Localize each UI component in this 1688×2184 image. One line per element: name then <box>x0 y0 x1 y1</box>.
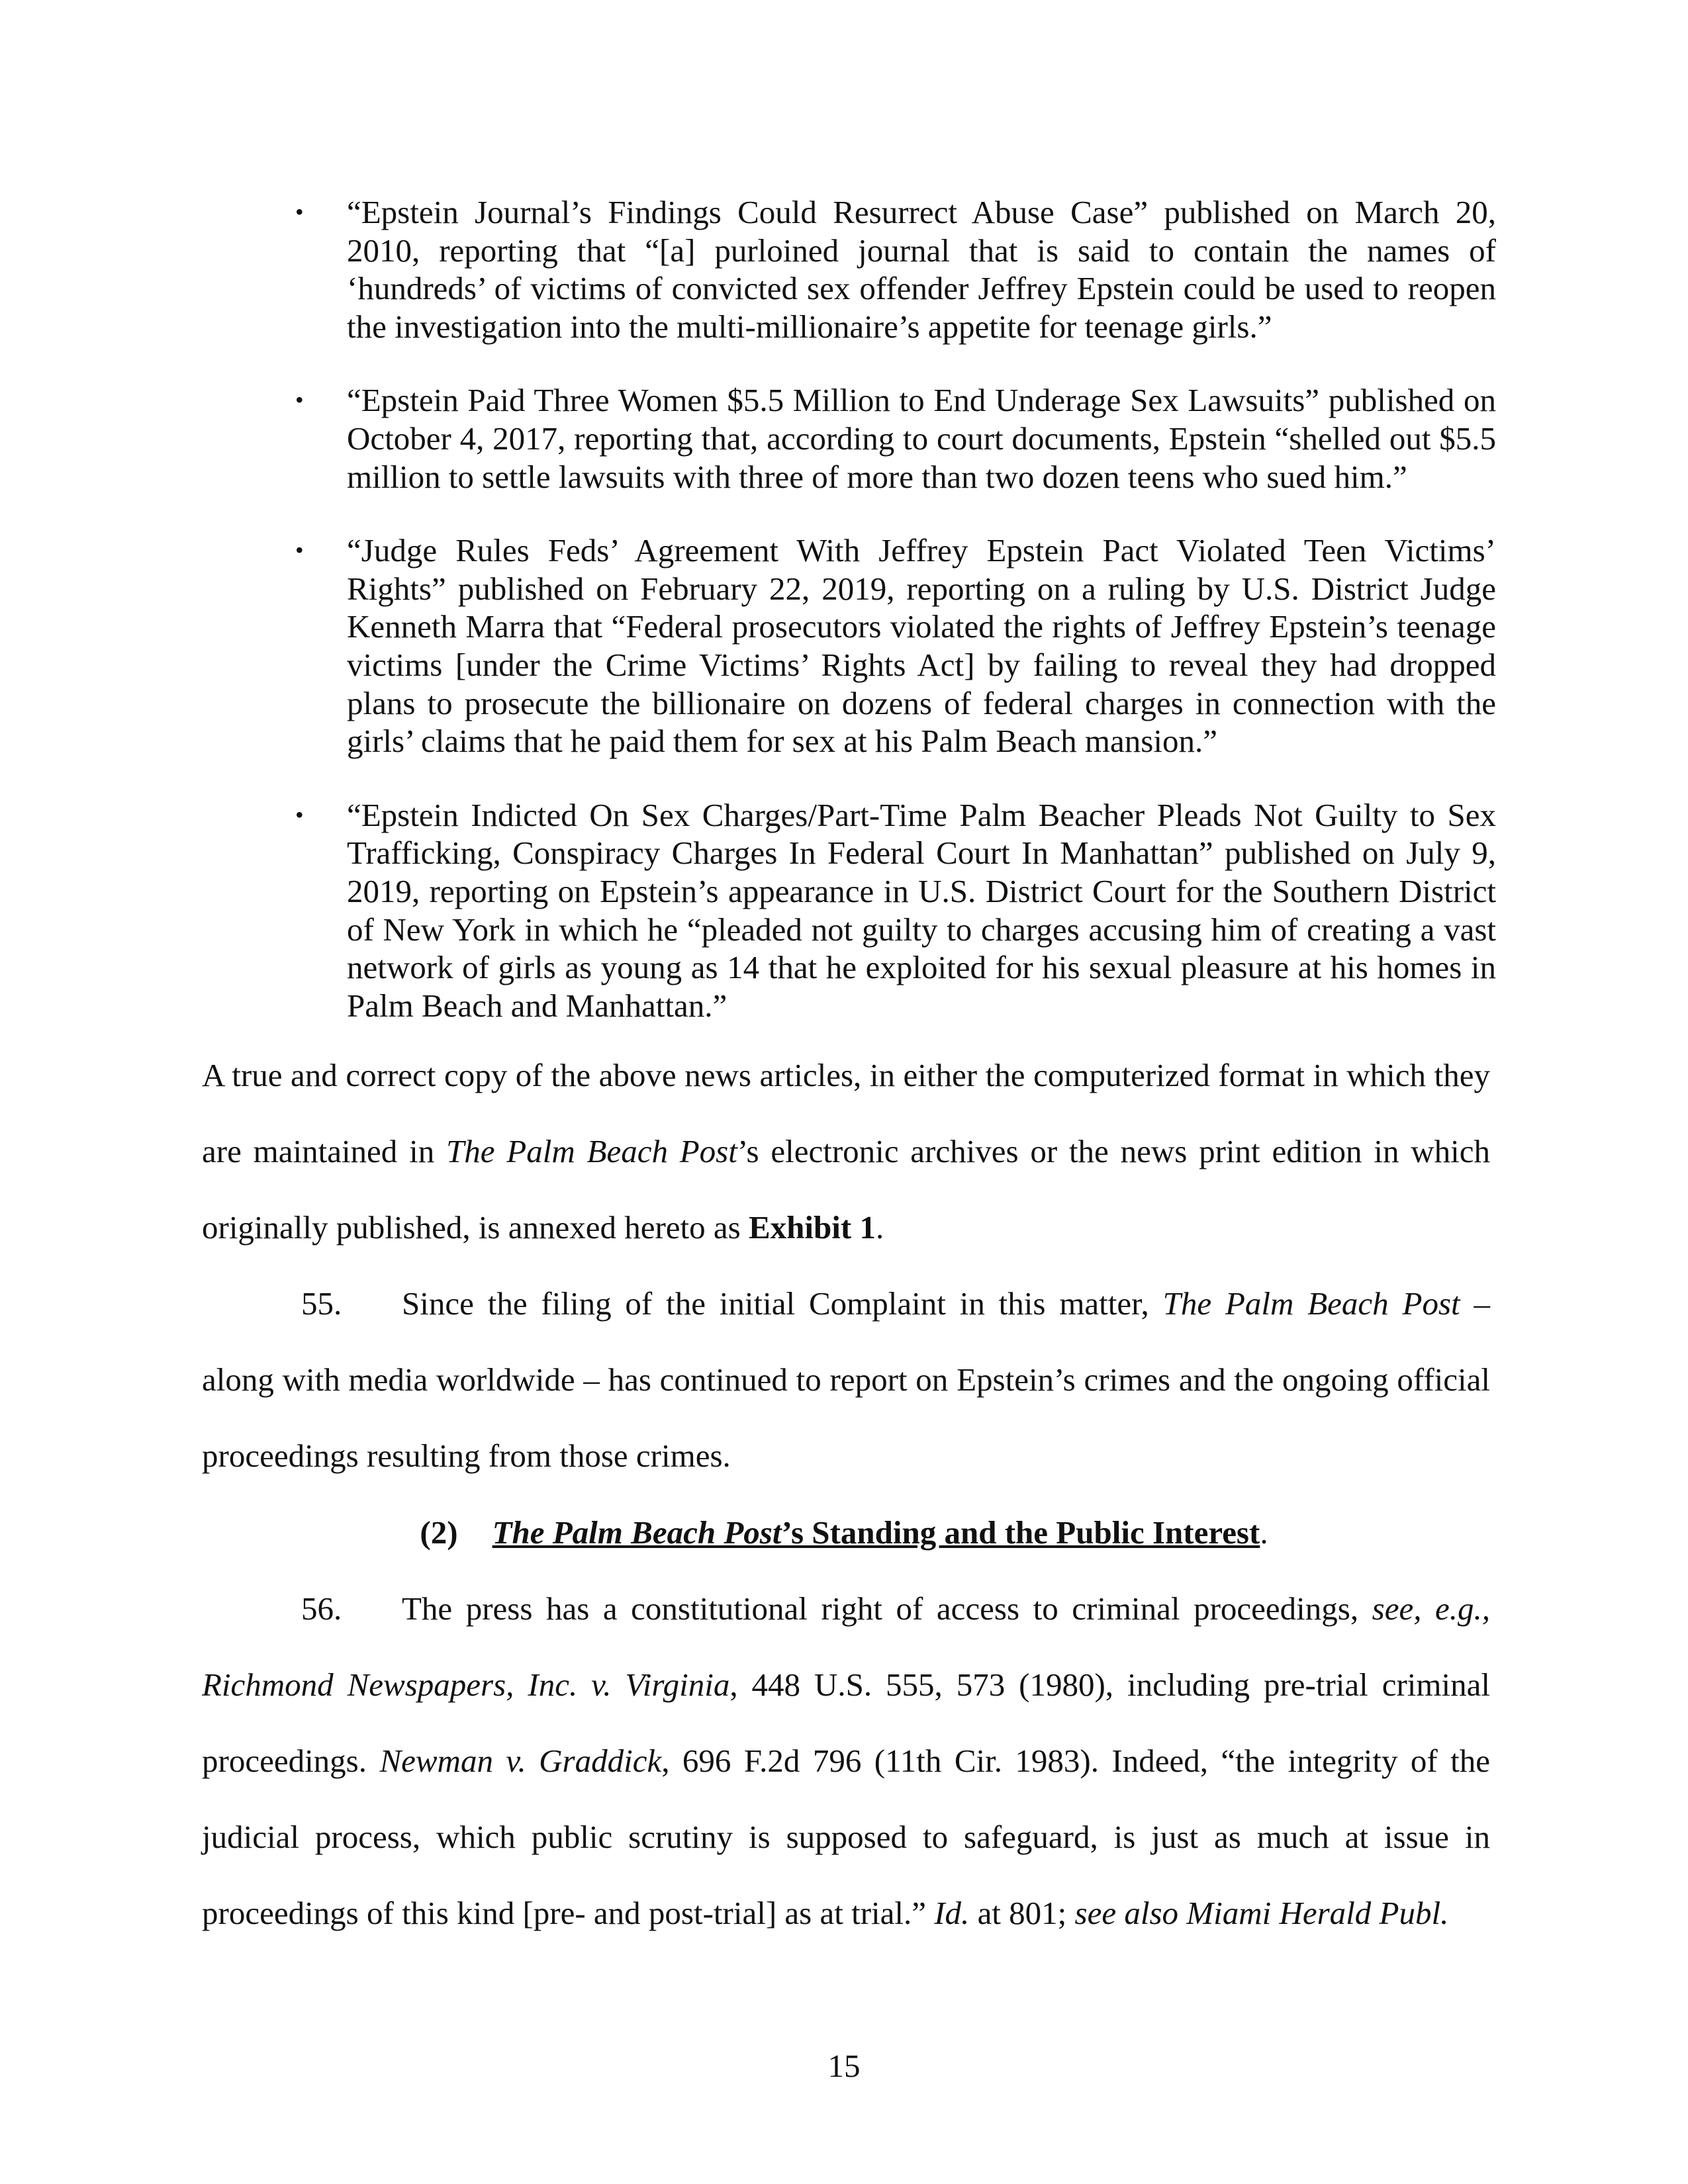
paragraph-55 <box>202 1265 1490 1494</box>
article-bullet <box>291 796 1496 1025</box>
paragraph-text: at 801; <box>969 1895 1075 1931</box>
article-description: “Epstein Journal’s Findings Could Resurrect Abuse Case” published on March 20, 2010, reporting that “[a] purloined journal that is said to contain the names of ‘hundreds’ of victims of convicted sex offender Jeffrey Epstein could be used to reopen the investigation into the multi-millionaire’s appetite for teenage girls.” <box>347 194 1496 345</box>
bullet-dot: • <box>295 801 304 828</box>
case-name: Newman v. Graddick <box>379 1743 662 1779</box>
page-number: 15 <box>827 2048 861 2084</box>
article-bullet <box>291 531 1496 760</box>
article-description: “Epstein Indicted On Sex Charges/Part-Time Palm Beacher Pleads Not Guilty to Sex Trafficking, Conspiracy Charges In Federal Court In Manhattan” published on July 9, 2019, reporting on Epstein’s appearance in U.S. District Court for the Southern District of New York in which he “pleaded not guilty to charges accusing him of creating a vast network of girls as young as 14 that he exploited for his sexual pleasure at his homes in Palm Beach and Manhattan.” <box>347 796 1496 1024</box>
paragraph-number: 55. <box>301 1285 342 1322</box>
section-title-rest: ’s Standing and the Public Interest <box>781 1514 1260 1551</box>
paragraph-text: Since the filing of the initial Complaint in this matter, <box>402 1285 1163 1322</box>
paragraph-text: The press has a constitutional right of access to criminal proceedings, <box>402 1590 1372 1627</box>
paragraph-text: , 448 U.S. 555, 573 (1980), including pre-trial criminal proceedings. <box>202 1666 1490 1779</box>
exhibit-text-middle: ’s electronic archives or the news print edition in which originally published, is annexed hereto as <box>202 1133 1490 1246</box>
article-description: “Epstein Paid Three Women $5.5 Million to End Underage Sex Lawsuits” published on October 4, 2017, reporting that, according to court documents, Epstein “shelled out $5.5 million to settle lawsuits with three of more than two dozen teens who sued him.” <box>347 382 1496 495</box>
bullet-dot: • <box>295 387 304 414</box>
paragraph-number: 56. <box>301 1590 342 1627</box>
article-description: “Judge Rules Feds’ Agreement With Jeffrey Epstein Pact Violated Teen Victims’ Rights” published on February 22, 2019, reporting on a ruling by U.S. District Judge Kenneth Marra that “Federal prosecutors violated the rights of Jeffrey Epstein’s teenage victims [under the Crime Victims’ Rights Act] by failing to reveal they had dropped plans to prosecute the billionaire on dozens of federal charges in connection with the girls’ claims that he paid them for sex at his Palm Beach mansion.” <box>347 532 1496 760</box>
article-bullet <box>291 381 1496 496</box>
id-citation: Id. <box>934 1895 970 1931</box>
bullet-dot: • <box>295 199 304 225</box>
section-heading <box>0 1494 1688 1570</box>
case-name: Richmond Newspapers, Inc. v. Virginia <box>202 1666 730 1703</box>
bullet-dot: • <box>295 537 304 564</box>
paragraph-text: , 696 F.2d 796 (11th Cir. 1983). Indeed, “the integrity of the judicial process, which public scrutiny is supposed to safeguard, is just as much at issue in proceedings of this kind [pre- and post-trial] as at trial.” <box>202 1743 1491 1931</box>
citation-signal: see also Miami Herald Publ. <box>1074 1895 1449 1931</box>
publication-name: The Palm Beach Post <box>1162 1285 1460 1322</box>
article-bullet <box>291 193 1496 345</box>
section-title <box>492 1514 1260 1551</box>
publication-name: The Palm Beach Post <box>446 1133 737 1169</box>
exhibit-text-before: A true and correct copy of the above news articles, in either the computerized format in which they are maintained in <box>202 1057 1490 1169</box>
paragraph-56 <box>202 1570 1490 1951</box>
exhibit-paragraph <box>202 1037 1490 1265</box>
section-number: (2) <box>420 1514 458 1551</box>
article-list <box>291 193 1496 1024</box>
exhibit-reference: Exhibit 1 <box>749 1209 876 1246</box>
exhibit-text-end: . <box>875 1209 884 1246</box>
section-title-trailing: . <box>1260 1514 1268 1551</box>
section-title-publication: The Palm Beach Post <box>492 1514 782 1551</box>
citation-signal: see, e.g., <box>1372 1590 1490 1627</box>
paragraph-text: – along with media worldwide – has continued to report on Epstein’s crimes and the ongoing official proceedings resulting from those crimes. <box>202 1285 1491 1474</box>
